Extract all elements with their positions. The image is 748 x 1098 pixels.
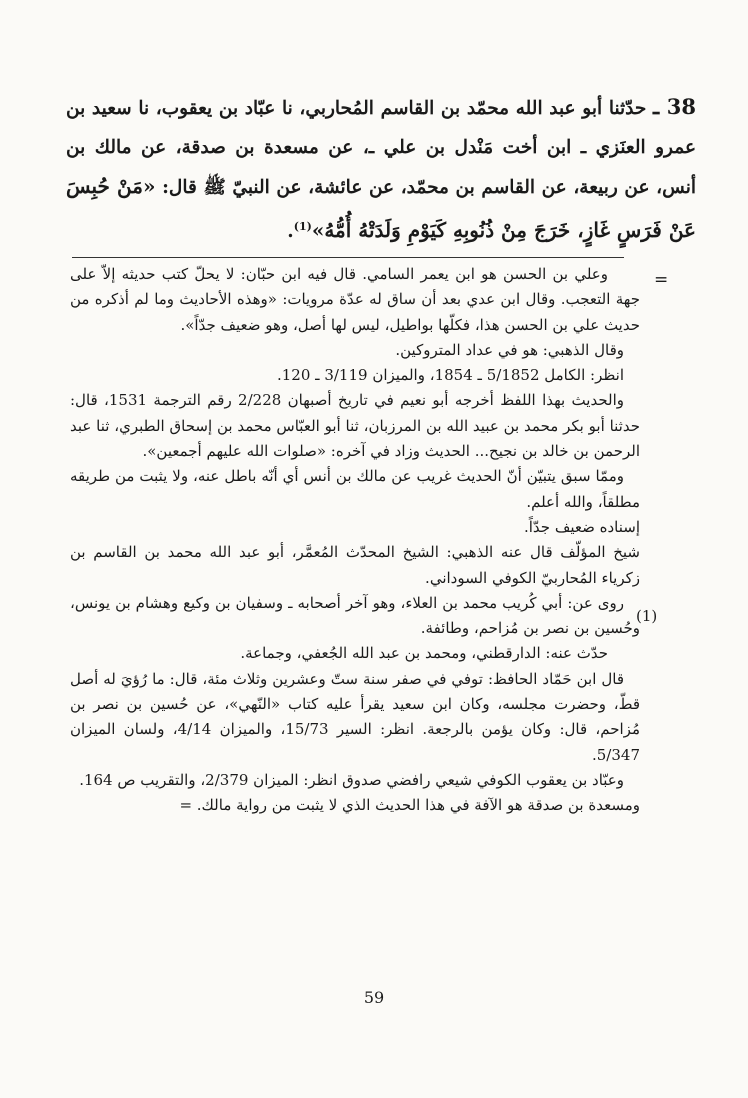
hadith-line-3: عن مالك بن أنس، عن ربيعة، عن القاسم بن محمّد، عن عائشة، عن <box>66 136 696 198</box>
prophetic-text: «مَنْ حُبِسَ عَنْ فَرَسٍ غَازٍ، خَرَجَ مِنْ ذُنُوبِهِ كَيَوْمِ وَلَدَتْهُ أُمُّهُ» <box>66 174 696 242</box>
footnote-ref: (1) <box>293 219 312 233</box>
hadith-text <box>66 88 696 251</box>
hadith-end: . <box>287 220 294 242</box>
hadith-line-2: نا سعيد بن عمرو العنَزي ـ ابن أخت مَنْدل بن علي ـ، عن مسعدة بن صدقة، <box>66 98 697 158</box>
note-paragraph: وممّا سبق يتبيّن أنّ الحديث غريب عن مالك بن أنس أي أنّه باطل عنه، ولا يثبت من طريقه مطلقاً، والله أعلم. <box>70 467 640 511</box>
footnotes <box>70 262 640 819</box>
note-paragraph: حدّث عنه: الدارقطني، ومحمد بن عبد الله الجُعفي، وجماعة. <box>240 644 608 663</box>
note-paragraph: إسناده ضعيف جدّاً. <box>523 517 640 536</box>
continuation-mark: = <box>654 270 669 290</box>
note-paragraph: والحديث بهذا اللفظ أخرجه أبو نعيم في تاريخ أصبهان 2/228 رقم الترجمة 1531، قال: حدثنا أبو بكر محمد بن عبيد الله بن المرزبان، ثنا أبو العبّاس محمد بن إسحاق الطبري، ثنا عبد الرحمن بن خالد بن نجيح... الحديث وزاد في آخره: «صلوات الله عليهم أجمعين». <box>70 391 640 461</box>
note-paragraph: وقال الذهبي: هو في عداد المتروكين. <box>395 340 624 359</box>
footnote-divider <box>72 257 624 258</box>
note-paragraph: وعلي بن الحسن هو ابن يعمر السامي. قال فيه ابن حبّان: لا يحلّ كتب حديثه إلاّ على جهة التعجب. وقال ابن عدي بعد أن ساق له عدّة مرويات: «وهذه الأحاديث وما لم أذكره من حديث علي بن الحسن هذا، فكلّها بواطيل، ليس لها أصل، وهو ضعيف جدّاً». <box>70 265 640 334</box>
hadith-line-1: حدّثنا أبو عبد الله محمّد بن القاسم المُحاربي، نا عبّاد بن يعقوب، <box>155 98 647 119</box>
note-paragraph: انظر: الكامل 5/1852 ـ 1854، والميزان 3/119 ـ 120. <box>276 366 624 385</box>
note-paragraph: وعبّاد بن يعقوب الكوفي شيعي رافضي صدوق انظر: الميزان 2/379، والتقريب ص 164. <box>79 770 624 789</box>
note-paragraph: روى عن: أبي كُريب محمد بن العلاء، وهو آخر أصحابه ـ وسفيان بن وكيع وهشام بن يونس، وحُسين بن نصر بن مُزاحم، وطائفة. <box>70 593 640 638</box>
footnote-marker: (1) <box>636 607 658 625</box>
hadith-prefix: النبيّ ﷺ قال: <box>162 177 270 198</box>
note-paragraph: قال ابن حَمّاد الحافظ: توفي في صفر سنة ستّ وعشرين وثلاث مئة، قال: ما رُؤيَ له أصل قطّ، وحضرت مجلسه، وكان ابن سعيد يقرأ عليه كتاب «النّهي»، عن حُسين بن نصر بن مُزاحم، قال: وكان يؤمن بالرجعة. انظر: السير 15/73، والميزان 4/14، ولسان الميزان 5/347. <box>70 669 640 764</box>
note-paragraph: ومسعدة بن صدقة هو الآفة في هذا الحديث الذي لا يثبت من رواية مالك. = <box>179 796 640 815</box>
note-paragraph: شيخ المؤلّف قال عنه الذهبي: الشيخ المحدّث المُعمَّر، أبو عبد الله محمد بن القاسم بن زكرياء المُحاربيّ الكوفي السوداني. <box>70 543 640 587</box>
hadith-number: 38 ـ <box>653 94 696 119</box>
page-number: 59 <box>363 988 385 1007</box>
